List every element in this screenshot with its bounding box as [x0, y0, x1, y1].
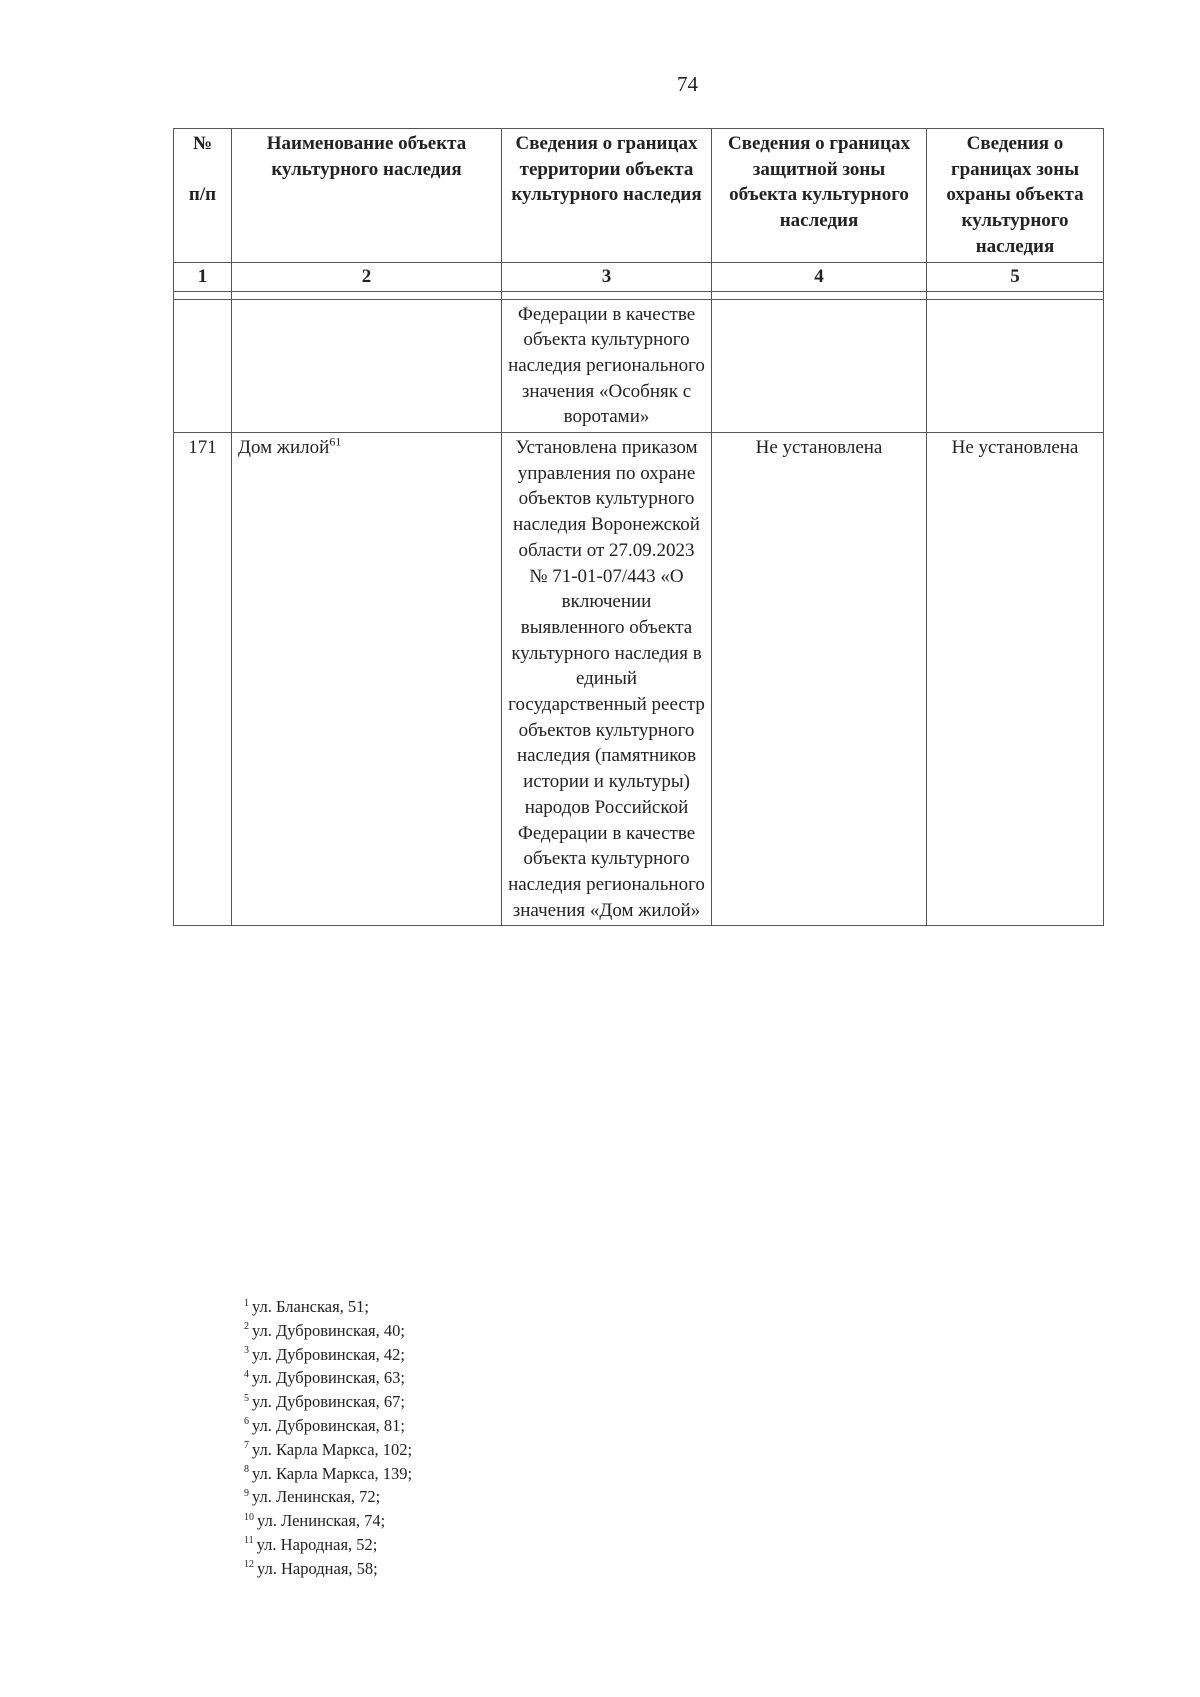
footnote-item — [244, 1557, 412, 1581]
column-number: 2 — [232, 262, 502, 291]
footnote-number: 8 — [244, 1464, 249, 1476]
footnote-number: 6 — [244, 1416, 249, 1428]
footnote-text: ул. Народная, 52; — [256, 1534, 378, 1554]
footnotes — [244, 1295, 412, 1581]
footnote-text: ул. Ленинская, 72; — [252, 1487, 381, 1507]
footnote-text: ул. Бланская, 51; — [252, 1297, 369, 1316]
column-number: 3 — [502, 262, 712, 291]
header-row — [174, 129, 1104, 263]
separator-cell — [232, 291, 502, 299]
object-name-text: Дом жилой — [238, 437, 330, 459]
footnote-text: ул. Карла Маркса, 102; — [252, 1439, 413, 1459]
footnote-number: 11 — [244, 1535, 254, 1547]
footnote-item — [244, 1509, 412, 1533]
footnote-number: 1 — [244, 1297, 249, 1309]
separator-cell — [502, 291, 712, 299]
separator-row — [174, 291, 1104, 299]
footnote-number: 4 — [244, 1368, 249, 1380]
territory-info: Установлена приказом управления по охране объектов культурного наследия Воронежской области от 27.09.2023 № 71-01-07/443 «О включении выявленного объекта культурного наследия в единый государственный реестр объектов культурного наследия (памятников истории и культуры) народов Российской Федерации в качестве объекта культурного наследия регионального значения «Дом жилой» — [502, 433, 712, 926]
footnote-item — [244, 1319, 412, 1343]
protection-zone-info: Не установлена — [927, 433, 1104, 926]
header-protection-zone: Сведения о границах зоны охраны объекта культурного наследия — [927, 129, 1104, 263]
footnote-number: 10 — [244, 1511, 254, 1523]
footnote-text: ул. Народная, 58; — [257, 1558, 378, 1578]
header-number — [174, 129, 232, 263]
row-number — [174, 299, 232, 433]
footnote-number: 12 — [244, 1559, 254, 1571]
footnote-number: 3 — [244, 1345, 249, 1357]
protection-zone-info — [927, 299, 1104, 433]
separator-cell — [712, 291, 927, 299]
footnote-text: ул. Карла Маркса, 139; — [252, 1463, 413, 1483]
footnote-item — [244, 1414, 412, 1438]
footnote-number: 5 — [244, 1392, 249, 1404]
footnote-text: ул. Дубровинская, 67; — [252, 1392, 405, 1412]
page-number: 74 — [677, 72, 698, 96]
footnote-item — [244, 1295, 412, 1319]
column-number: 1 — [174, 262, 232, 291]
separator-cell — [927, 291, 1104, 299]
object-name — [232, 299, 502, 433]
heritage-table — [173, 128, 1104, 926]
footnote-text: ул. Дубровинская, 42; — [252, 1344, 405, 1364]
footnote-number: 7 — [244, 1440, 249, 1452]
column-number: 5 — [927, 262, 1104, 291]
footnote-text: ул. Дубровинская, 81; — [252, 1415, 405, 1435]
footnote-item — [244, 1485, 412, 1509]
row-number: 171 — [174, 433, 232, 926]
protective-zone-info — [712, 299, 927, 433]
footnote-text: ул. Дубровинская, 63; — [252, 1368, 405, 1388]
footnote-item — [244, 1462, 412, 1486]
column-number: 4 — [712, 262, 927, 291]
footnote-item — [244, 1366, 412, 1390]
table-row — [174, 299, 1104, 433]
table-row — [174, 433, 1104, 926]
footnote-text: ул. Ленинская, 74; — [257, 1511, 386, 1531]
object-name — [232, 433, 502, 926]
footnote-item — [244, 1438, 412, 1462]
territory-info: Федерации в качестве объекта культурного наследия регионального значения «Особняк с воротами» — [502, 299, 712, 433]
header-name: Наименование объекта культурного наследия — [232, 129, 502, 263]
column-number-row — [174, 262, 1104, 291]
separator-cell — [174, 291, 232, 299]
footnote-number: 9 — [244, 1487, 249, 1499]
header-protective-zone: Сведения о границах защитной зоны объекта культурного наследия — [712, 129, 927, 263]
header-number-line1: № — [192, 133, 213, 154]
footnote-item — [244, 1390, 412, 1414]
header-number-line2: п/п — [188, 184, 217, 206]
header-territory: Сведения о границах территории объекта культурного наследия — [502, 129, 712, 263]
protective-zone-info: Не установлена — [712, 433, 927, 926]
footnote-text: ул. Дубровинская, 40; — [252, 1320, 405, 1340]
footnote-number: 2 — [244, 1321, 249, 1333]
footnote-ref: 61 — [329, 434, 342, 449]
footnote-item — [244, 1533, 412, 1557]
footnote-item — [244, 1343, 412, 1367]
